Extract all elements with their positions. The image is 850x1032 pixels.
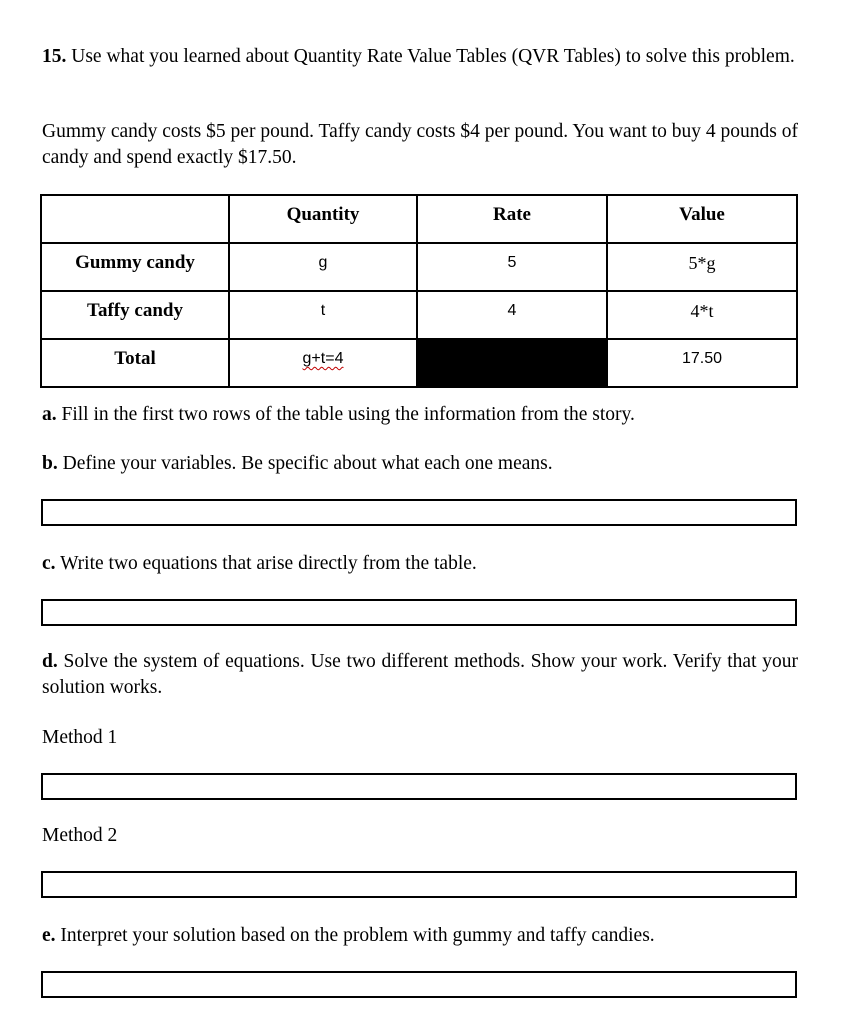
- cell-text: 5*g: [688, 253, 716, 273]
- cell-gummy-rate[interactable]: [417, 243, 607, 291]
- answer-box-b[interactable]: [41, 499, 797, 526]
- cell-text: 17.50: [681, 350, 723, 367]
- header-blank-cell: [41, 195, 229, 243]
- part-letter: c.: [42, 553, 56, 574]
- header-value: [607, 195, 797, 243]
- part-a: [42, 402, 798, 428]
- cell-text: 4: [507, 302, 517, 319]
- answer-box-method-2[interactable]: [41, 871, 797, 898]
- header-quantity-label: Quantity: [286, 204, 360, 225]
- part-d: [42, 649, 798, 701]
- method-1-label: Method 1: [42, 727, 118, 748]
- method-2-label: Method 2: [42, 825, 118, 846]
- cell-gummy-value[interactable]: [607, 243, 797, 291]
- cell-total-rate-blacked-out: [417, 339, 607, 387]
- header-value-label: Value: [679, 204, 725, 225]
- qvr-table: [40, 194, 798, 388]
- cell-total-quantity[interactable]: [229, 339, 417, 387]
- part-c: [42, 551, 798, 577]
- cell-text: t: [320, 302, 326, 319]
- part-letter: d.: [42, 651, 58, 672]
- answer-box-method-1[interactable]: [41, 773, 797, 800]
- cell-text: 4*t: [690, 301, 714, 321]
- part-text: Define your variables. Be specific about what each one means.: [62, 453, 553, 474]
- part-text: Interpret your solution based on the problem with gummy and taffy candies.: [60, 925, 655, 946]
- problem-story: Gummy candy costs $5 per pound. Taffy candy costs $4 per pound. You want to buy 4 pounds of candy and spend exactly $17.50.: [42, 121, 798, 168]
- row-label-text: Gummy candy: [75, 252, 195, 273]
- part-letter: b.: [42, 453, 58, 474]
- part-e: [42, 923, 798, 949]
- header-rate: [417, 195, 607, 243]
- problem-number: 15.: [42, 46, 67, 67]
- table-row: [41, 291, 797, 339]
- row-label-text: Taffy candy: [87, 300, 183, 321]
- row-label-taffy: [41, 291, 229, 339]
- cell-text: 5: [507, 254, 517, 271]
- table-row: [41, 243, 797, 291]
- cell-text: g+t=4: [302, 350, 344, 367]
- cell-text: g: [318, 254, 328, 271]
- problem-intro: [42, 44, 798, 70]
- cell-total-value[interactable]: [607, 339, 797, 387]
- cell-gummy-quantity[interactable]: [229, 243, 417, 291]
- row-label-text: Total: [114, 348, 156, 369]
- part-letter: e.: [42, 925, 56, 946]
- answer-box-e[interactable]: [41, 971, 797, 998]
- part-text: Solve the system of equations. Use two different methods. Show your work. Verify that your solution works.: [42, 651, 798, 698]
- header-rate-label: Rate: [493, 204, 531, 225]
- part-text: Fill in the first two rows of the table using the information from the story.: [61, 404, 635, 425]
- part-b: [42, 451, 798, 477]
- problem-intro-text: Use what you learned about Quantity Rate Value Tables (QVR Tables) to solve this problem.: [71, 46, 795, 67]
- table-row-total: [41, 339, 797, 387]
- header-quantity: [229, 195, 417, 243]
- row-label-total: [41, 339, 229, 387]
- table-header-row: [41, 195, 797, 243]
- part-letter: a.: [42, 404, 57, 425]
- answer-box-c[interactable]: [41, 599, 797, 626]
- part-text: Write two equations that arise directly from the table.: [60, 553, 477, 574]
- cell-taffy-value[interactable]: [607, 291, 797, 339]
- row-label-gummy: [41, 243, 229, 291]
- cell-taffy-rate[interactable]: [417, 291, 607, 339]
- cell-taffy-quantity[interactable]: [229, 291, 417, 339]
